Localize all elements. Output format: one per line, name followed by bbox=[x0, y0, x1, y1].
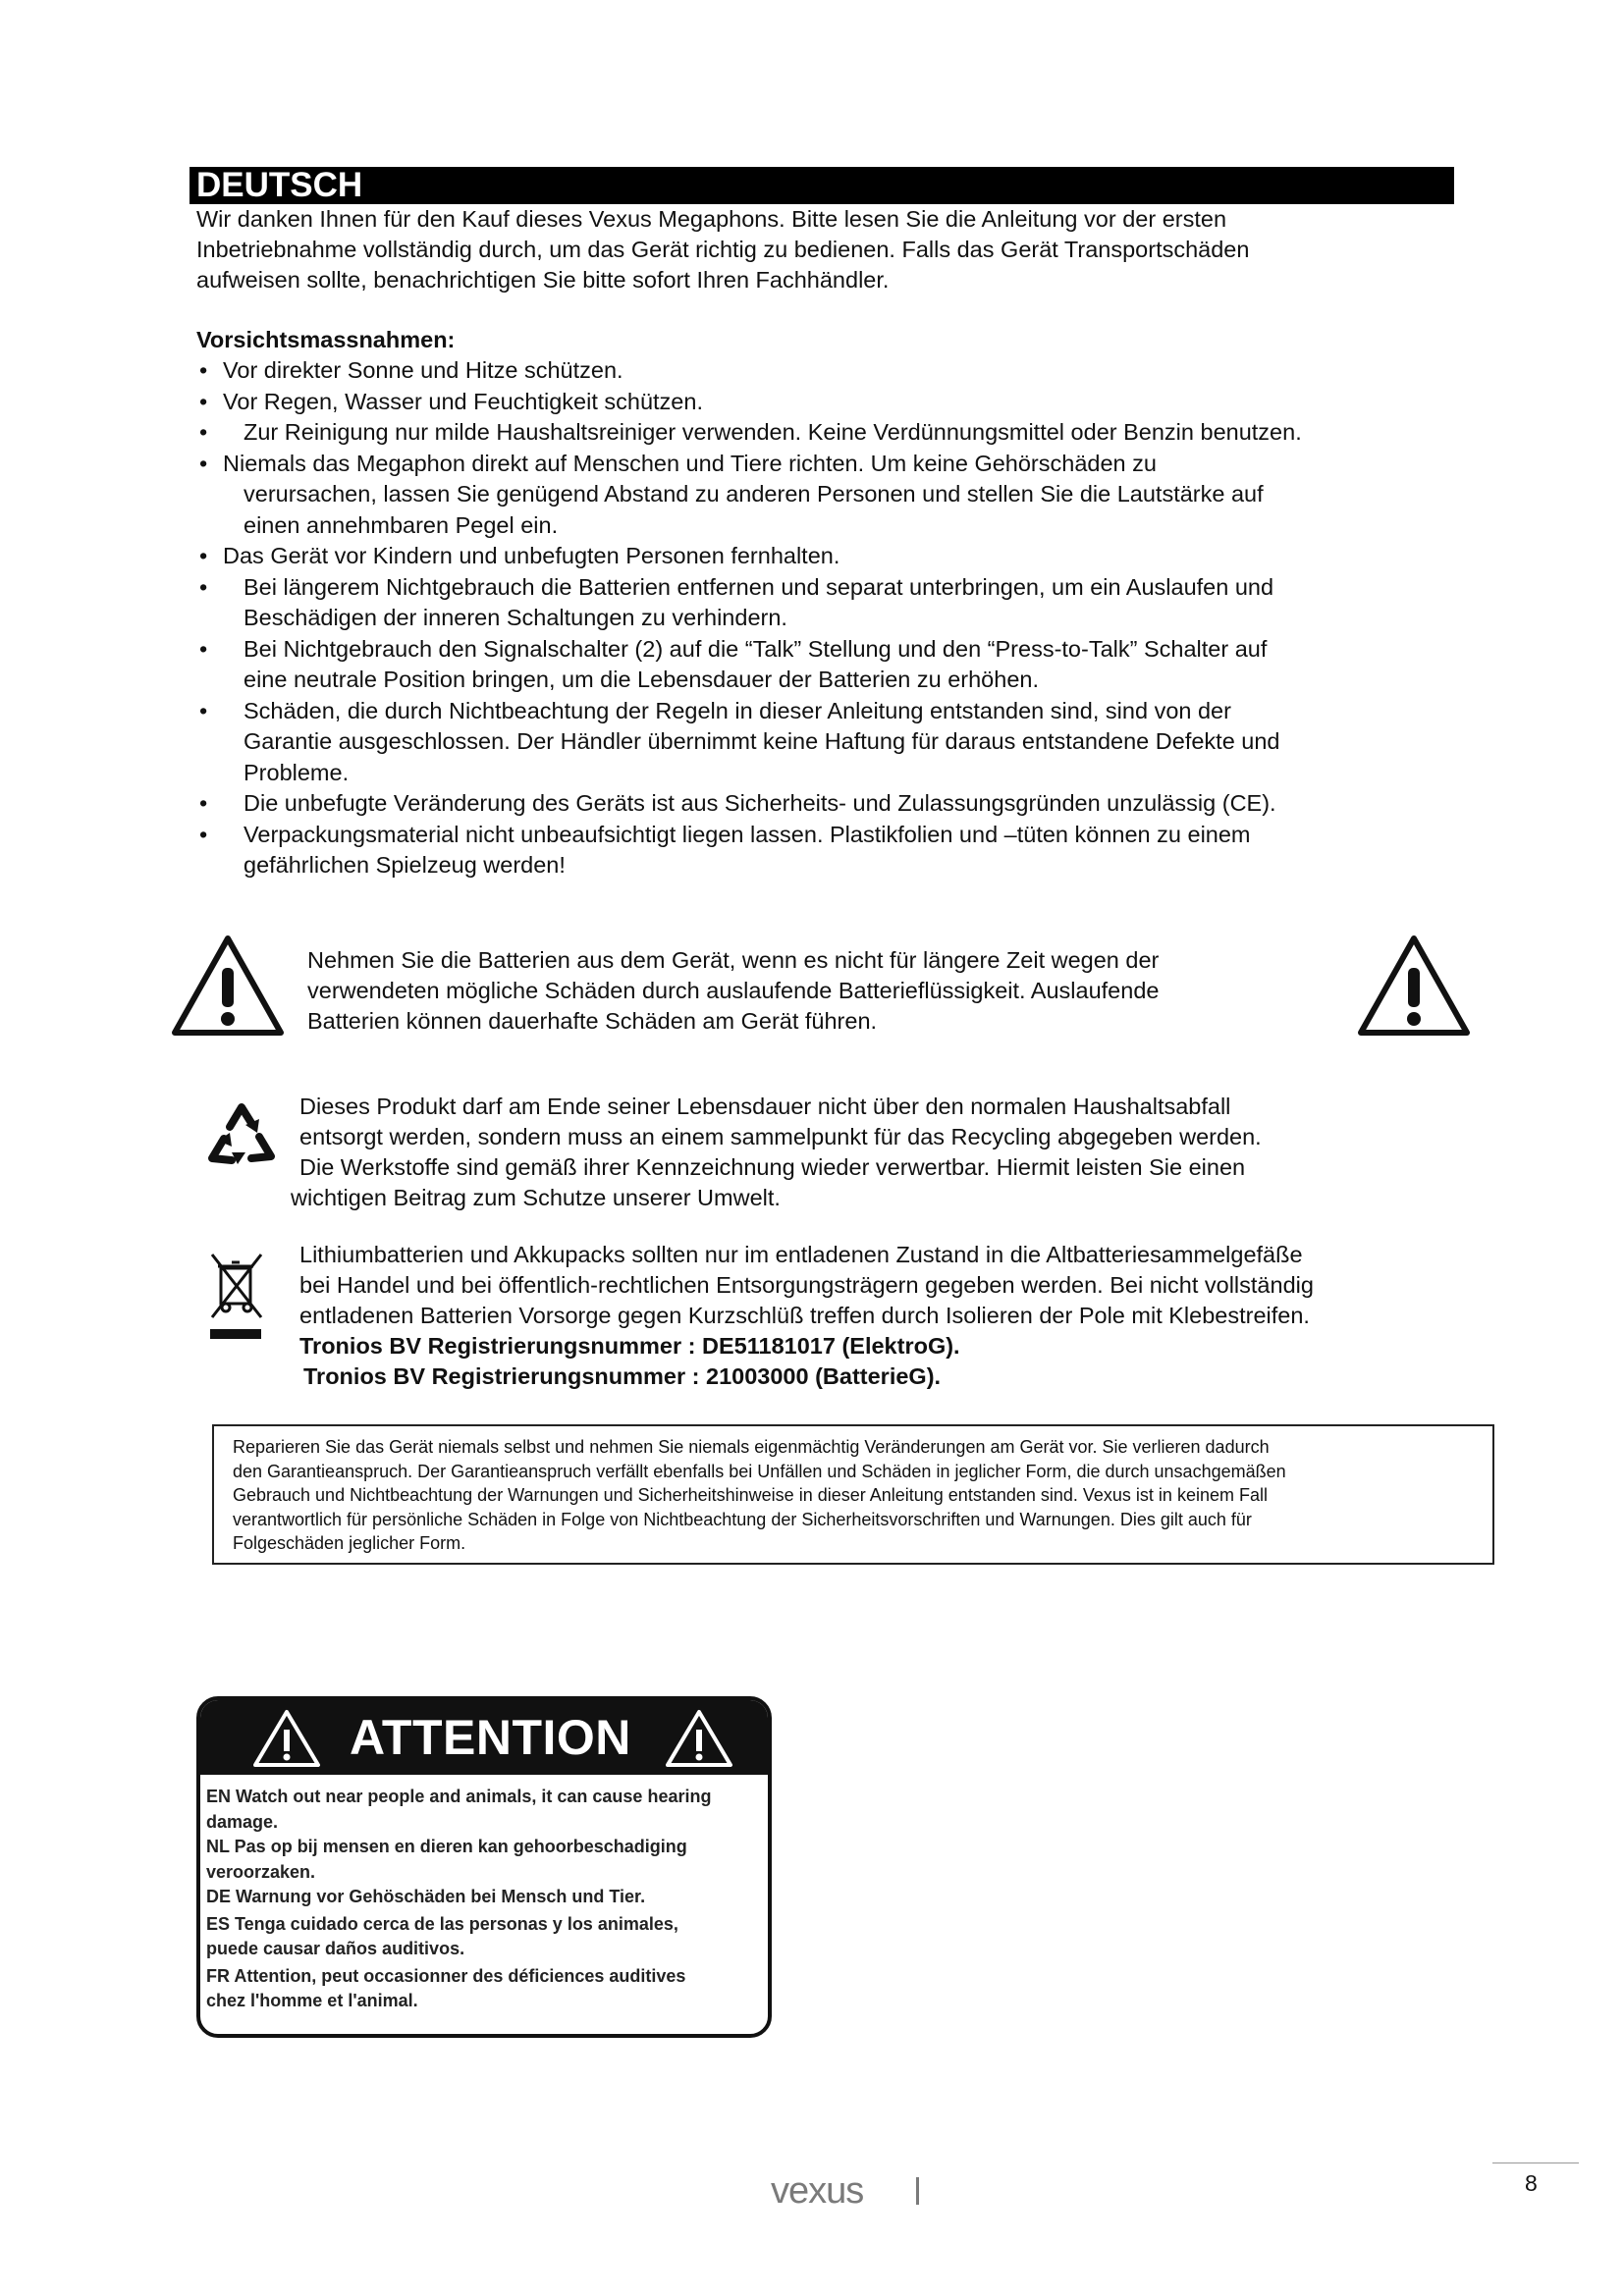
list-item: • Vor direkter Sonne und Hitze schützen. bbox=[199, 357, 623, 383]
list-item: • Zur Reinigung nur milde Haushaltsreiniger verwenden. Keine Verdünnungsmittel oder Benzin benutzen. bbox=[199, 419, 1302, 445]
section-header-bar bbox=[189, 167, 1454, 204]
disclaimer-text: Reparieren Sie das Gerät niemals selbst und nehmen Sie niemals eigenmächtig Veränderungen am Gerät vor. Sie verlieren dadurch den Garantieanspruch. Der Garantieanspruch verfällt ebenfalls bei Unfällen und Schäden in jeglicher Form, die durch unsachgemäßen Gebrauch und Nichtbeachtung der Warnungen und Sicherheitshinweise in dieser Anleitung entstanden sind. Vexus ist in keinem Fall verantwortlich für persönliche Schäden in Folge von Nichtbeachtung der Sicherheitsvorschriften und Warnungen. Dies gilt auch für Folgeschäden jeglicher Form. bbox=[233, 1437, 1286, 1553]
list-item: • Bei Nichtgebrauch den Signalschalter (2) auf die “Talk” Stellung und den “Press-to-Talk” Schalter auf eine neutrale Position bringen, um die Lebensdauer der Batterien zu erhöhen. bbox=[199, 635, 1268, 692]
list-item: • Schäden, die durch Nichtbeachtung der Regeln in dieser Anleitung entstanden sind, sind von der Garantie ausgeschlossen. Der Händler übernimmt keine Haftung für daraus entstandene Defekte und Probleme. bbox=[199, 697, 1280, 785]
attention-text: EN Watch out near people and animals, it can cause hearing damage. NL Pas op bij mensen en dieren kan gehoorbeschadiging veroorzaken. DE Warnung vor Gehöschäden bei Mensch und Tier. ES Tenga cuidado cerca de las personas y los animales, puede causar daños auditivos. FR Attention, peut occasionner des déficiences auditives chez l'homme et l'animal. bbox=[206, 1787, 712, 2010]
registration-batterieg: Tronios BV Registrierungsnummer : 21003000 (BatterieG). bbox=[303, 1363, 942, 1389]
intro-line: Wir danken Ihnen für den Kauf dieses Vexus Megaphons. Bitte lesen Sie die Anleitung vor der ersten bbox=[196, 206, 1227, 232]
list-item: • Vor Regen, Wasser und Feuchtigkeit schützen. bbox=[199, 388, 703, 414]
intro-line: aufweisen sollte, benachrichtigen Sie bitte sofort Ihren Fachhändler. bbox=[196, 267, 890, 293]
registration-elektrog: Tronios BV Registrierungsnummer : DE51181017 (ElektroG). bbox=[299, 1333, 960, 1359]
attention-title: ATTENTION bbox=[350, 1710, 631, 1765]
logo-text: vexus bbox=[771, 2171, 864, 2211]
list-item: • Die unbefugte Veränderung des Geräts ist aus Sicherheits- und Zulassungsgründen unzulässig (CE). bbox=[199, 790, 1276, 816]
list-item: • Verpackungsmaterial nicht unbeaufsichtigt liegen lassen. Plastikfolien und –tüten können zu einem gefährlichen Spielzeug werden! bbox=[199, 821, 1251, 878]
warning-triangle-icon bbox=[664, 1708, 734, 1769]
list-item: • Niemals das Megaphon direkt auf Menschen und Tiere richten. Um keine Gehörschäden zu verursachen, lassen Sie genügend Abstand zu anderen Personen und stellen Sie die Lautstärke auf einen annehmbaren Pegel ein. bbox=[199, 450, 1264, 538]
recycle-icon bbox=[202, 1097, 281, 1176]
section-title: DEUTSCH bbox=[196, 166, 363, 204]
warning-triangle-icon bbox=[251, 1708, 322, 1769]
intro-paragraph bbox=[196, 204, 1453, 295]
battery-notice: Nehmen Sie die Batterien aus dem Gerät, wenn es nicht für längere Zeit wegen der verwendeten mögliche Schäden durch auslaufende Batterieflüssigkeit. Auslaufende Batterien können dauerhafte Schäden am Gerät führen. bbox=[307, 947, 1160, 1034]
warning-triangle-icon bbox=[171, 934, 285, 1037]
attention-label bbox=[196, 1696, 772, 2038]
intro-line: Inbetriebnahme vollständig durch, um das Gerät richtig zu bedienen. Falls das Gerät Transportschäden bbox=[196, 237, 1250, 262]
warning-triangle-icon bbox=[1357, 934, 1471, 1037]
list-item: • Das Gerät vor Kindern und unbefugten Personen fernhalten. bbox=[199, 543, 840, 568]
list-item: • Bei längerem Nichtgebrauch die Batterien entfernen und separat unterbringen, um ein Auslaufen und Beschädigen der inneren Schaltungen zu verhindern. bbox=[199, 573, 1274, 630]
vexus-logo bbox=[771, 2171, 928, 2211]
crossed-bin-icon bbox=[208, 1249, 265, 1347]
lithium-notice: Lithiumbatterien und Akkupacks sollten nur im entladenen Zustand in die Altbatteriesammelgefäße bei Handel und bei öffentlich-rechtlichen Entsorgungsträgern gegeben werden. Bei nicht vollständig entladenen Batterien Vorsorge gegen Kurzschlüß treffen durch Isolieren der Pole mit Klebestreifen. Tronios BV Registrierungsnummer : DE51181017 (ElektroG). Tronios BV Registrierungsnummer : 21003000 (BatterieG). bbox=[299, 1240, 1478, 1392]
recycling-notice: Dieses Produkt darf am Ende seiner Lebensdauer nicht über den normalen Haushaltsabfall entsorgt werden, sondern muss an einem sammelpunkt für das Recycling abgegeben werden. Die Werkstoffe sind gemäß ihrer Kennzeichnung wieder verwertbar. Hiermit leisten Sie einen wichtigen Beitrag zum Schutze unserer Umwelt. bbox=[291, 1094, 1262, 1210]
precautions-list bbox=[196, 355, 1463, 881]
precautions-heading: Vorsichtsmassnahmen: bbox=[196, 327, 456, 352]
attention-header bbox=[200, 1700, 768, 1775]
page-number: 8 bbox=[1525, 2170, 1538, 2196]
